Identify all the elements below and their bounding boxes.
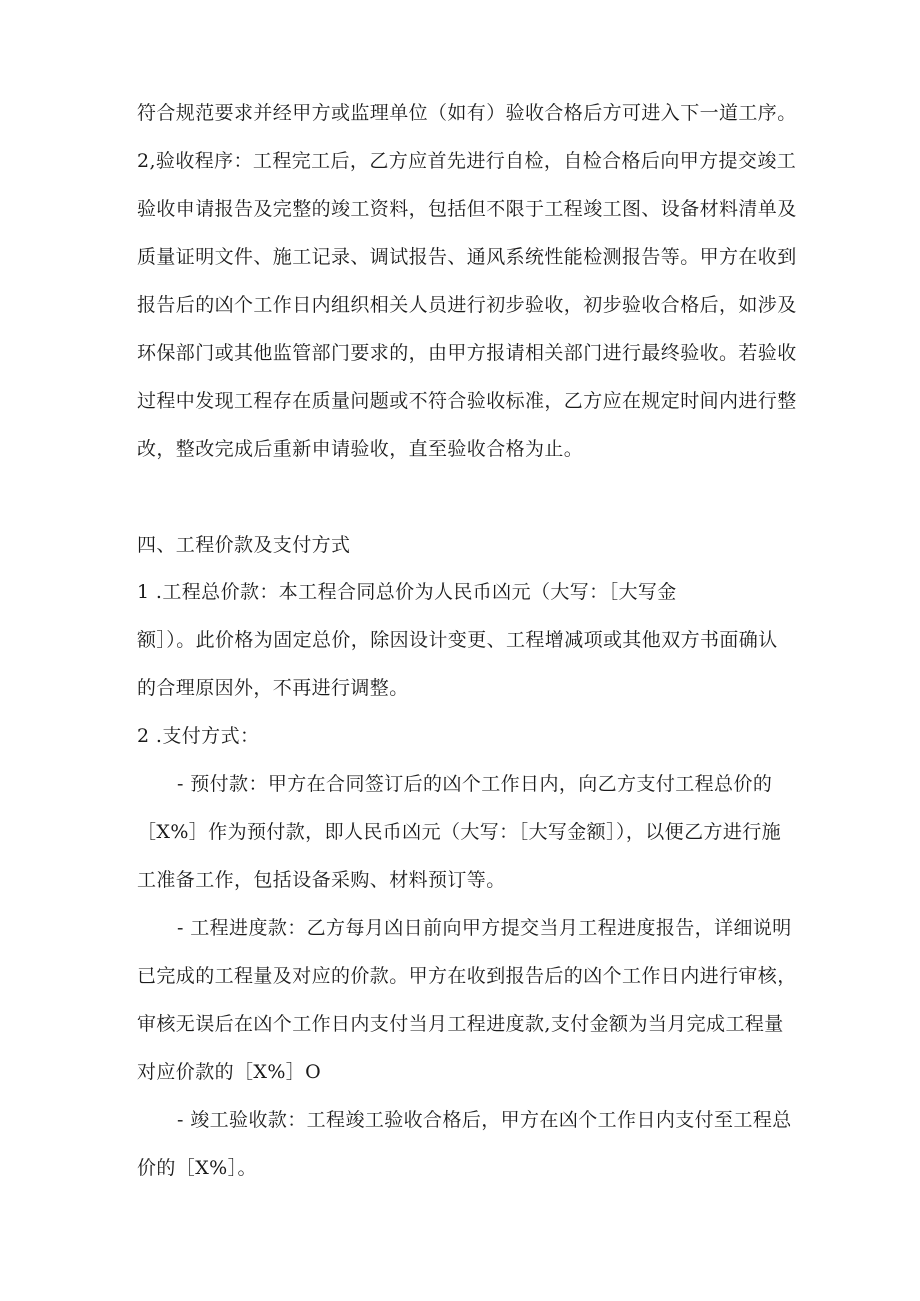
paragraph-line: ［X%］作为预付款，即人民币凶元（大写：［大写金额］），以便乙方进行施 (137, 821, 782, 843)
paragraph-line: 验收申请报告及完整的竣工资料，包括但不限于工程竣工图、设备材料清单及 (137, 198, 797, 220)
paragraph-line: 环保部门或其他监管部门要求的，由甲方报请相关部门进行最终验收。若验收 (137, 342, 797, 364)
payment-method-line: 2 .支付方式： (137, 725, 260, 747)
section-heading: 四、工程价款及支付方式 (137, 534, 351, 556)
paragraph-line: 已完成的工程量及对应的价款。甲方在收到报告后的凶个工作日内进行审核， (137, 965, 797, 987)
paragraph-line: 价的［X%］。 (137, 1157, 257, 1179)
paragraph-line: 额］）。此价格为固定总价，除因设计变更、工程增减项或其他双方书面确认 (137, 629, 778, 651)
paragraph-line: 过程中发现工程存在质量问题或不符合验收标准，乙方应在规定时间内进行整 (137, 390, 797, 412)
paragraph-line: 的合理原因外，不再进行调整。 (137, 677, 409, 699)
acceptance-procedure-line: 2,验收程序：工程完工后，乙方应首先进行自检，自检合格后向甲方提交竣工 (137, 150, 797, 172)
progress-payment-line: - 工程进度款：乙方每月凶日前向甲方提交当月工程进度报告，详细说明 (177, 917, 792, 939)
paragraph-line: 改，整改完成后重新申请验收，直至验收合格为止。 (137, 438, 584, 460)
paragraph-line: 对应价款的［X%］O (137, 1061, 322, 1083)
paragraph-line: 审核无误后在凶个工作日内支付当月工程进度款,支付金额为当月完成工程量 (137, 1013, 784, 1035)
completion-payment-line: - 竣工验收款：工程竣工验收合格后，甲方在凶个工作日内支付至工程总 (177, 1109, 792, 1131)
paragraph-line: 符合规范要求并经甲方或监理单位（如有）验收合格后方可进入下一道工序。 (137, 102, 797, 124)
paragraph-line: 报告后的凶个工作日内组织相关人员进行初步验收，初步验收合格后，如涉及 (137, 294, 797, 316)
paragraph-line: 工准备工作，包括设备采购、材料预订等。 (137, 869, 506, 891)
total-price-line: 1 .工程总价款：本工程合同总价为人民币凶元（大写：［大写金 (137, 581, 677, 603)
advance-payment-line: - 预付款：甲方在合同签订后的凶个工作日内，向乙方支付工程总价的 (177, 773, 773, 795)
paragraph-line: 质量证明文件、施工记录、调试报告、通风系统性能检测报告等。甲方在收到 (137, 246, 797, 268)
